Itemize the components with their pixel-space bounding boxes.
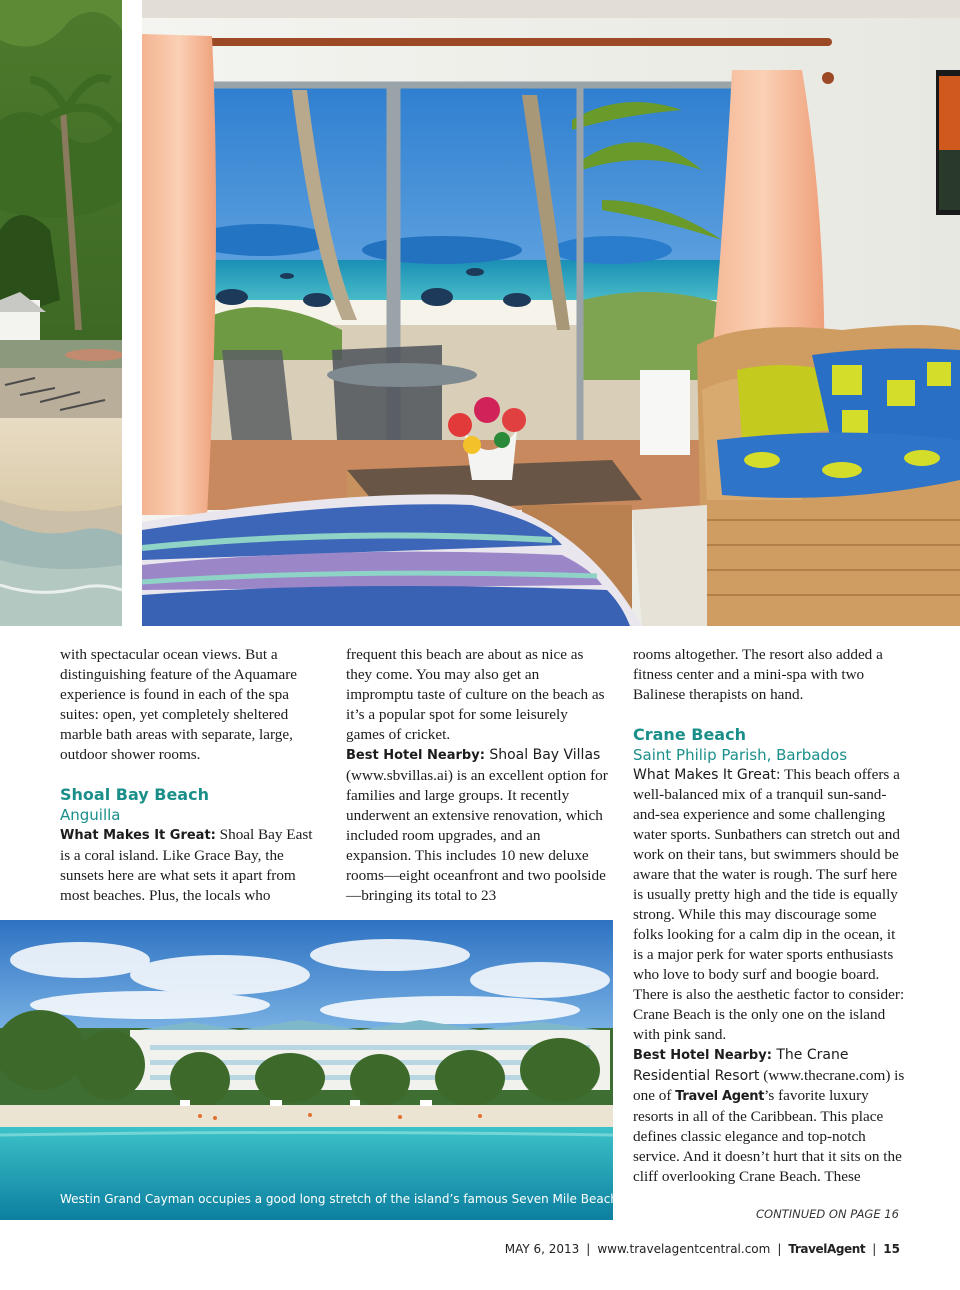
magazine-name: TravelAgent bbox=[788, 1242, 866, 1256]
page-number: 15 bbox=[883, 1242, 900, 1256]
issue-date: MAY 6, 2013 bbox=[504, 1242, 580, 1256]
run-in-label: What Makes It Great: bbox=[633, 767, 781, 783]
section-heading-crane-beach: Crane Beach bbox=[633, 725, 746, 744]
body-text: rooms altogether. The resort also added a fitness center and a mini-spa with two Balinese therapists on hand. bbox=[633, 646, 883, 703]
body-text: (www.thecrane.com) is one of bbox=[633, 1067, 905, 1104]
section-heading-shoal-bay: Shoal Bay Beach bbox=[60, 785, 209, 804]
brand-name: Travel Agent bbox=[675, 1089, 765, 1104]
body-text: Shoal Bay East is a coral island. Like Grace Bay, the sunsets here are what sets it apart from most beaches. Plus, the locals who bbox=[60, 826, 313, 904]
page-footer: MAY 6, 2013 | www.travelagentcentral.com | TravelAgent | 15 bbox=[504, 1242, 900, 1256]
body-text: This beach offers a well-balanced mix of a tranquil sun-sand-and-sea experience and some challenging water sports. Sunbathers can stretch out and work on their tans, but swimmers should be aware that the water is rough. The surf here is usually pretty high and the tide is equally strong. While this may discourage some folks looking for a calm dip in the ocean, it is a major perk for water sports enthusiasts who love to body surf and boogie board. There is also the aesthetic factor to consider: Crane Beach is the only one on the island with pink sand. bbox=[633, 766, 905, 1043]
body-text: (www.sbvillas.ai) is an excellent option for families and large groups. It recently underwent an extensive renovation, which included room upgrades, and an expansion. This includes 10 new deluxe rooms—eight oceanfront and two poolside—bringing its total to 23 bbox=[346, 767, 608, 904]
run-in-label: What Makes It Great: bbox=[60, 828, 216, 843]
hotel-room-photo bbox=[142, 0, 960, 626]
body-text: ’s favorite luxury resorts in all of the Caribbean. This place defines classic elegance and top-notch service. And it doesn’t hurt that it sits on the cliff overlooking Crane Beach. These bbox=[633, 1087, 902, 1185]
run-in-label: Best Hotel Nearby: bbox=[346, 748, 485, 763]
photo-caption: Westin Grand Cayman occupies a good long stretch of the island’s famous Seven Mile Beach. bbox=[60, 1192, 622, 1206]
body-paragraph bbox=[346, 745, 608, 906]
article-column-3 bbox=[633, 645, 905, 1187]
body-paragraph bbox=[633, 1045, 905, 1187]
body-text: frequent this beach are about as nice as they come. You may also get an impromptu taste of culture on the beach as it’s a popular spot for some leisurely games of cricket. bbox=[346, 646, 605, 743]
seven-mile-beach-photo bbox=[0, 920, 613, 1220]
hotel-name: The Crane Residential Resort bbox=[633, 1047, 849, 1084]
run-in-label: Best Hotel Nearby: bbox=[633, 1048, 772, 1063]
continued-note: CONTINUED ON PAGE 16 bbox=[756, 1207, 899, 1221]
article-column-1 bbox=[60, 645, 322, 906]
article-column-2 bbox=[346, 645, 608, 906]
section-location-barbados: Saint Philip Parish, Barbados bbox=[633, 746, 848, 764]
section-location-anguilla: Anguilla bbox=[60, 806, 121, 824]
beach-resort-photo bbox=[0, 0, 122, 626]
hotel-name: Shoal Bay Villas bbox=[484, 747, 601, 763]
website-url: www.travelagentcentral.com bbox=[597, 1242, 771, 1256]
body-text: with spectacular ocean views. But a distinguishing feature of the Aquamare experience is found in each of the spa suites: open, yet completely sheltered marble bath areas with separate, large, outdoor shower rooms. bbox=[60, 646, 298, 763]
body-paragraph bbox=[60, 825, 322, 906]
body-paragraph bbox=[633, 765, 905, 1045]
